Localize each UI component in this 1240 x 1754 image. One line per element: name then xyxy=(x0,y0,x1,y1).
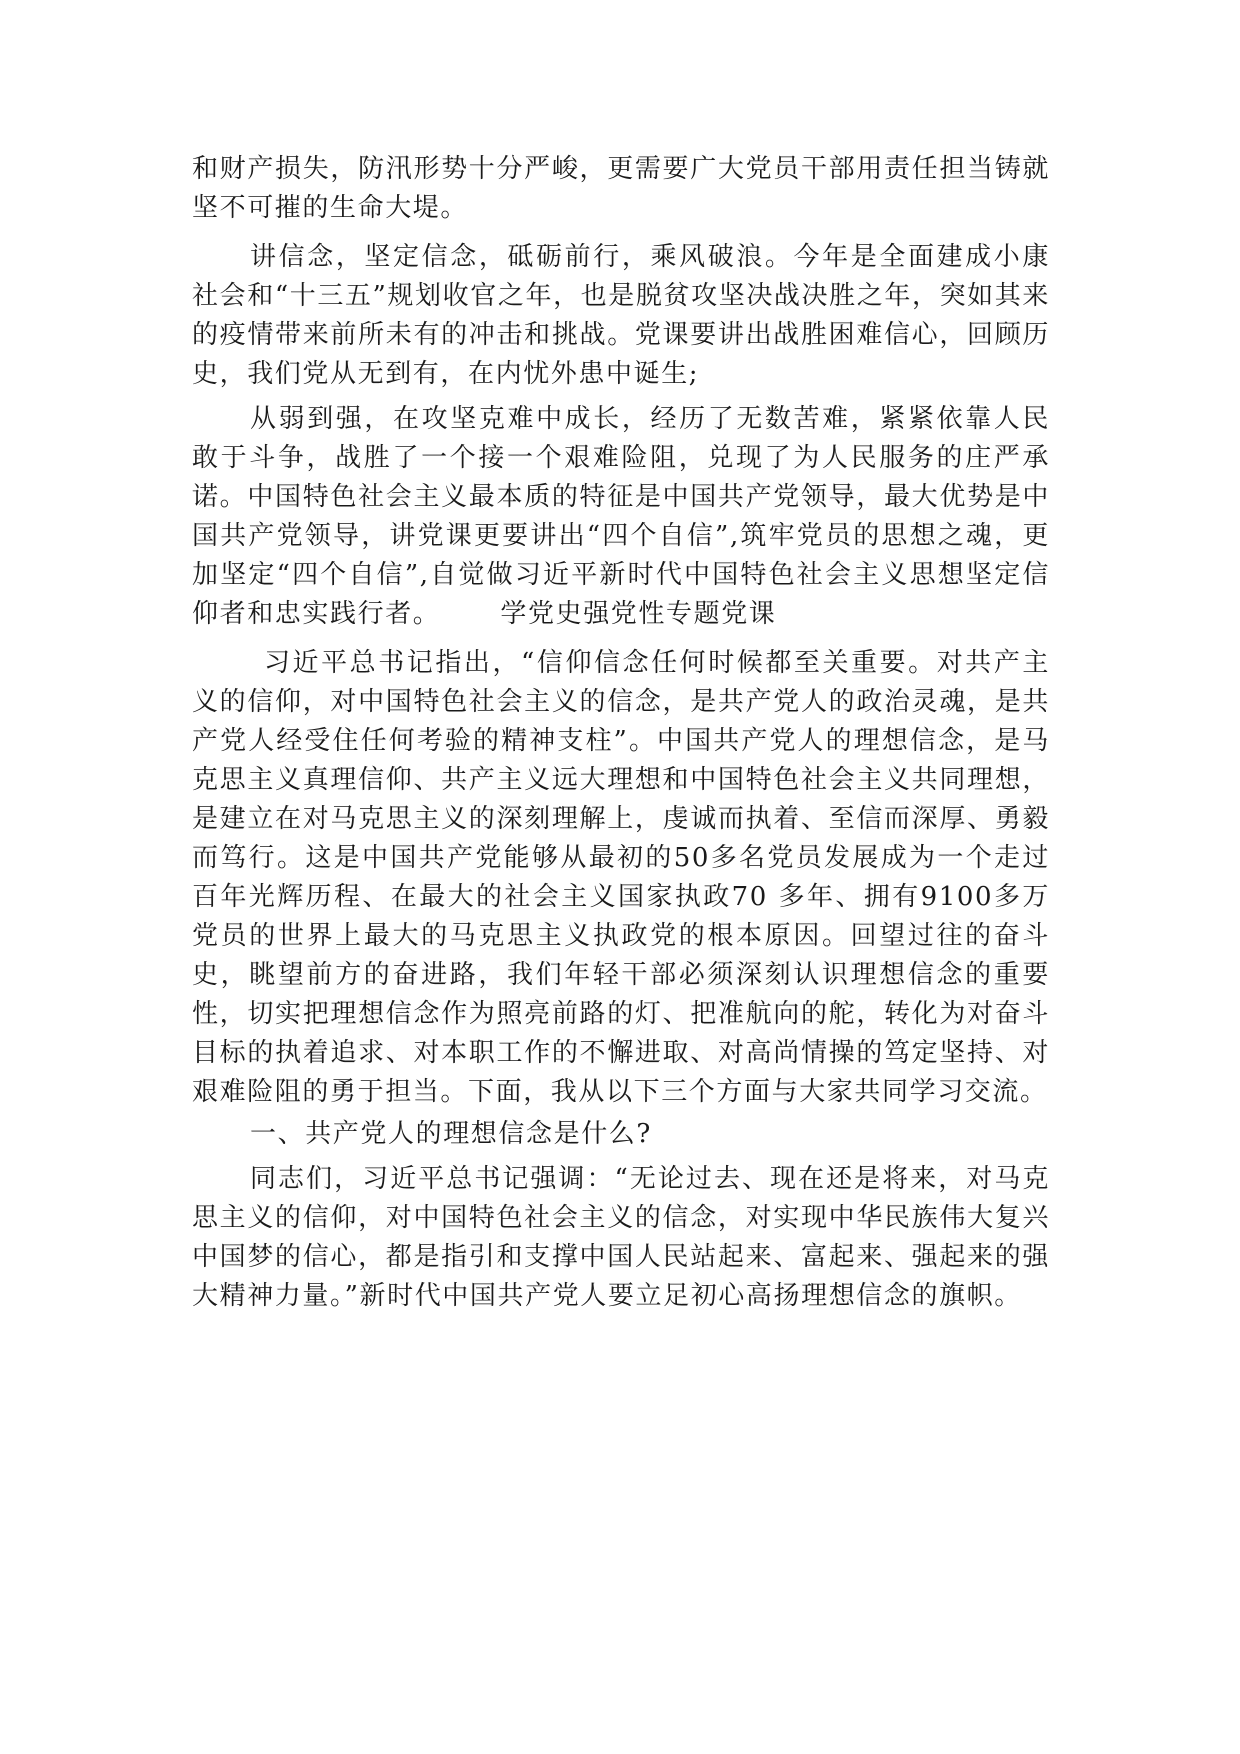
paragraph-comrades-quote: 同志们，习近平总书记强调：“无论过去、现在还是将来，对马克思主义的信仰，对中国特色社会主义的信念，对实现中华民族伟大复兴中国梦的信心，都是指引和支撑中国人民站起来、富起来、强起来的强大精神力量。”新时代中国共产党人要立足初心高扬理想信念的旗帜。 xyxy=(192,1164,1050,1311)
paragraph-text: 从弱到强，在攻坚克难中成长，经历了无数苦难，紧紧依靠人民敢于斗争，战胜了一个接一个艰难险阻，兑现了为人民服务的庄严承诺。中国特色社会主义最本质的特征是中国共产党领导，最大优势是中国共产党领导，讲党课更要讲出“四个自信”,筑牢党员的思想之魂，更加坚定“四个自信”,自觉做习近平新时代中国特色社会主义思想坚定信仰者和忠实践行者。 xyxy=(192,404,1050,629)
inline-lecture-title: 学党史强党性专题党课 xyxy=(500,599,777,629)
paragraph-from-weak-to-strong xyxy=(192,400,1050,634)
document-body xyxy=(192,150,1050,1316)
paragraph-flood-situation: 和财产损失，防汛形势十分严峻，更需要广大党员干部用责任担当铸就坚不可摧的生命大堤。 xyxy=(192,154,1050,223)
section-heading-what-are-ideals: 一、共产党人的理想信念是什么? xyxy=(250,1119,652,1149)
paragraph-firm-belief: 讲信念，坚定信念，砥砺前行，乘风破浪。今年是全面建成小康社会和“十三五”规划收官之年，也是脱贫攻坚决战决胜之年，突如其来的疫情带来前所未有的冲击和挑战。党课要讲出战胜困难信心，回顾历史，我们党从无到有，在内忧外患中诞生; xyxy=(192,242,1050,389)
paragraph-xi-quote-ideals: 习近平总书记指出，“信仰信念任何时候都至关重要。对共产主义的信仰，对中国特色社会主义的信念，是共产党人的政治灵魂，是共产党人经受住任何考验的精神支柱”。中国共产党人的理想信念，是马克思主义真理信仰、共产主义远大理想和中国特色社会主义共同理想，是建立在对马克思主义的深刻理解上，虔诚而执着、至信而深厚、勇毅而笃行。这是中国共产党能够从最初的50多名党员发展成为一个走过百年光辉历程、在最大的社会主义国家执政70 多年、拥有9100多万党员的世界上最大的马克思主义执政党的根本原因。回望过往的奋斗史，眺望前方的奋进路，我们年轻干部必须深刻认识理想信念的重要性，切实把理想信念作为照亮前路的灯、把准航向的舵，转化为对奋斗目标的执着追求、对本职工作的不懈进取、对高尚情操的笃定坚持、对艰难险阻的勇于担当。下面，我从以下三个方面与大家共同学习交流。 xyxy=(192,648,1050,1107)
